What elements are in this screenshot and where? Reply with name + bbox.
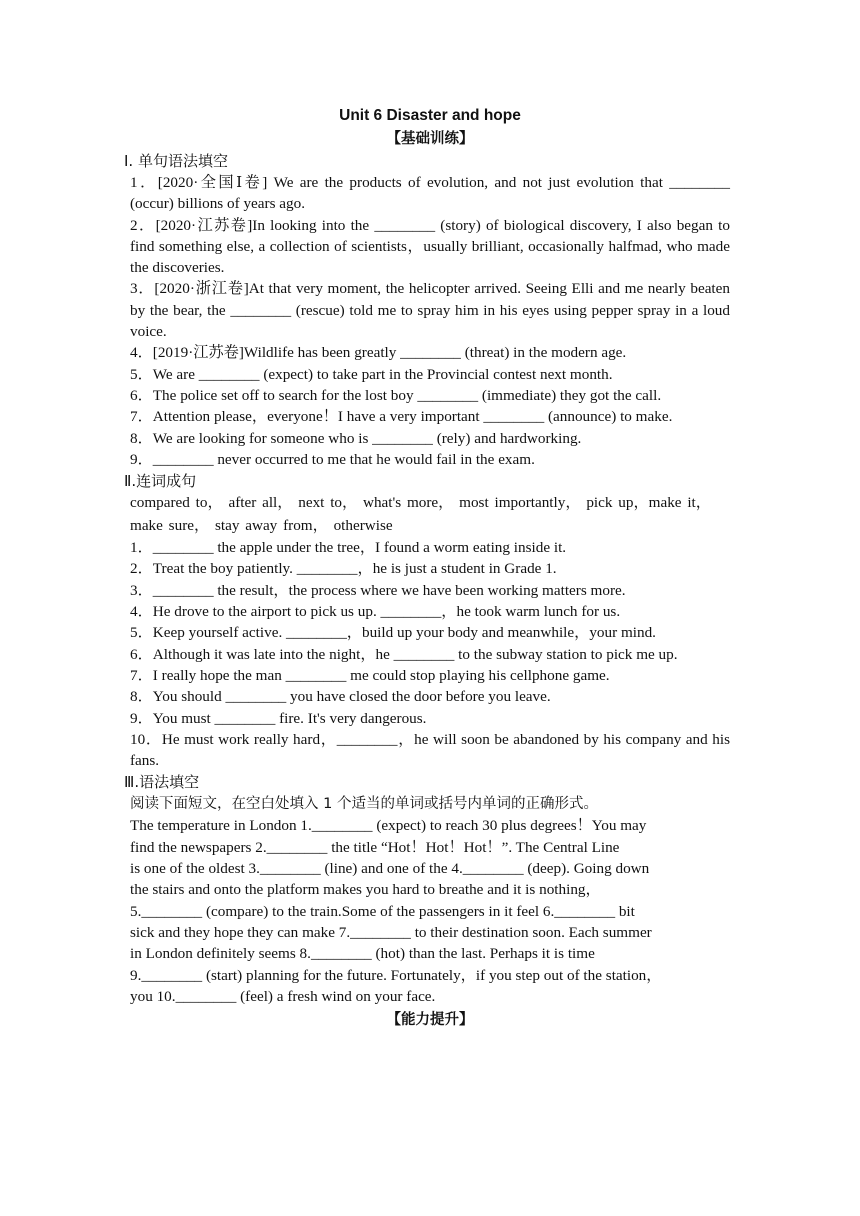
passage-line-9: you 10.________ (feel) a fresh wind on your face. bbox=[130, 987, 436, 1005]
passage-line-8: 9.________ (start) planning for the future. Fortunately，if you step out of the station， bbox=[130, 966, 662, 984]
s1-item-3: 3．[2020·浙江卷]At that very moment, the helicopter arrived. Seeing Elli and me nearly beaten by the bear, the ________ (rescue) told me to spray him in his eyes using pepper spray in a loud voice. bbox=[130, 280, 730, 341]
s1-item-7: 7．Attention please，everyone！I have a very important ________ (announce) to make. bbox=[130, 408, 673, 426]
ability-improvement-heading: 【能力提升】 bbox=[386, 1012, 474, 1029]
s1-item-4: 4．[2019·江苏卷]Wildlife has been greatly ________ (threat) in the modern age. bbox=[130, 344, 627, 362]
section-3-instruction: 阅读下面短文，在空白处填入 1 个适当的单词或括号内单词的正确形式。 bbox=[130, 796, 598, 813]
s1-item-9: 9．________ never occurred to me that he would fail in the exam. bbox=[130, 450, 535, 468]
section-3-heading: Ⅲ.语法填空 bbox=[124, 773, 200, 792]
s1-item-8: 8．We are looking for someone who is ________ (rely) and hardworking. bbox=[130, 429, 582, 447]
s1-item-1: 1．[2020·全国Ⅰ卷] We are the products of evolution, and not just evolution that ________ (occur) billions of years ago. bbox=[130, 174, 730, 213]
s2-item-10: 10．He must work really hard，________，he will soon be abandoned by his company and his fans. bbox=[130, 730, 730, 770]
s2-item-4: 4．He drove to the airport to pick us up. ________，he took warm lunch for us. bbox=[130, 603, 621, 621]
passage-line-3: is one of the oldest 3.________ (line) and one of the 4.________ (deep). Going down bbox=[130, 860, 650, 878]
s2-item-1: 1．________ the apple under the tree，I found a worm eating inside it. bbox=[130, 539, 567, 557]
s2-item-5: 5．Keep yourself active. ________，build up your body and meanwhile，your mind. bbox=[130, 624, 656, 642]
section-1-heading: Ⅰ. 单句语法填空 bbox=[124, 152, 228, 170]
s2-item-2: 2．Treat the boy patiently. ________，he is just a student in Grade 1. bbox=[130, 560, 557, 578]
passage-line-6: sick and they hope they can make 7.________ to their destination soon. Each summer bbox=[130, 923, 652, 941]
passage-line-5: 5.________ (compare) to the train.Some of the passengers in it feel 6.________ bit bbox=[130, 902, 635, 920]
s1-item-6: 6．The police set off to search for the lost boy ________ (immediate) they got the call. bbox=[130, 386, 662, 404]
s1-item-2: 2．[2020·江苏卷]In looking into the ________ (story) of biological discovery, I also began to find something else, a collection of scientists，usually brilliant, occasionally halfmad, who made the discoveries. bbox=[130, 216, 730, 277]
s2-item-3: 3．________ the result，the process where we have been working matters more. bbox=[130, 581, 626, 599]
passage-line-7: in London definitely seems 8.________ (hot) than the last. Perhaps it is time bbox=[130, 945, 595, 963]
s1-item-5: 5．We are ________ (expect) to take part in the Provincial contest next month. bbox=[130, 365, 613, 383]
s2-item-7: 7．I really hope the man ________ me could stop playing his cellphone game. bbox=[130, 666, 610, 684]
s2-item-8: 8．You should ________ you have closed the door before you leave. bbox=[130, 688, 551, 706]
passage-line-2: find the newspapers 2.________ the title “Hot！Hot！Hot！”. The Central Line bbox=[130, 838, 620, 856]
page-title: Unit 6 Disaster and hope bbox=[339, 107, 521, 124]
word-bank: compared to， after all， next to， what's more， most importantly， pick up，make it， make sure， stay away from， otherwise bbox=[130, 494, 711, 534]
passage-line-1: The temperature in London 1.________ (expect) to reach 30 plus degrees！You may bbox=[130, 817, 647, 835]
section-2-heading: Ⅱ.连词成句 bbox=[124, 472, 197, 491]
passage-line-4: the stairs and onto the platform makes you hard to breathe and it is nothing， bbox=[130, 881, 601, 899]
basic-training-heading: 【基础训练】 bbox=[386, 131, 474, 147]
s2-item-6: 6．Although it was late into the night，he ________ to the subway station to pick me up. bbox=[130, 645, 678, 663]
worksheet-page bbox=[124, 104, 730, 1031]
s2-item-9: 9．You must ________ fire. It's very dangerous. bbox=[130, 709, 427, 727]
